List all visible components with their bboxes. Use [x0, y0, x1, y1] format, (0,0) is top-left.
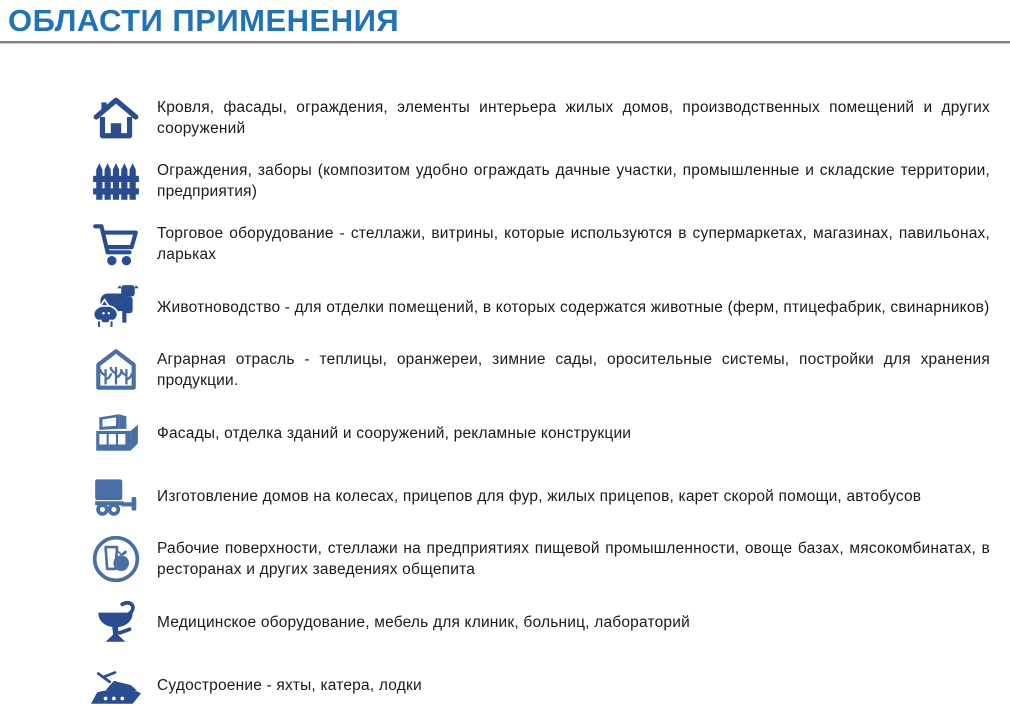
medicine-icon: [88, 597, 144, 647]
list-item: [88, 471, 990, 521]
trailer-icon: [88, 471, 144, 521]
house-icon: [88, 93, 144, 143]
application-list: [0, 93, 1010, 710]
list-item-text: Судостроение - яхты, катера, лодки: [157, 676, 422, 694]
fence-icon: [88, 156, 144, 206]
list-item: [88, 597, 990, 647]
list-item: [88, 408, 990, 458]
list-item: [88, 534, 990, 584]
food-icon: [88, 534, 144, 584]
list-item-text: Изготовление домов на колесах, прицепов для фур, жилых прицепов, карет скорой помощи, автобусов: [157, 487, 922, 505]
title-divider: [0, 41, 1010, 44]
list-item: [88, 156, 990, 206]
building-icon: [88, 408, 144, 458]
list-item-text: Рабочие поверхности, стеллажи на предприятиях пищевой промышленности, овоще базах, мясокомбинатах, в ресторанах и других заведениях общепита: [157, 540, 990, 579]
list-item-text: Медицинское оборудование, мебель для клиник, больниц, лабораторий: [157, 613, 690, 631]
list-item: [88, 282, 990, 332]
list-item-text: Фасады, отделка зданий и сооружений, рекламные конструкции: [157, 424, 632, 442]
list-item: [88, 345, 990, 395]
list-item-text: Животноводство - для отделки помещений, в которых содержатся животные (ферм, птицефабрик, свинарников): [157, 298, 990, 316]
list-item-text: Торговое оборудование - стеллажи, витрины, которые используются в супермаркетах, магазинах, павильонах, ларьках: [157, 225, 990, 264]
livestock-icon: [88, 282, 144, 332]
list-item-text: Ограждения, заборы (композитом удобно ограждать дачные участки, промышленные и складские территории, предприятия): [157, 162, 990, 201]
list-item: [88, 93, 990, 143]
ship-icon: [88, 660, 144, 710]
page-header: [0, 0, 1010, 38]
page-title: ОБЛАСТИ ПРИМЕНЕНИЯ: [8, 3, 400, 38]
shopping-cart-icon: [88, 219, 144, 269]
greenhouse-icon: [88, 345, 144, 395]
list-item: [88, 660, 990, 710]
list-item-text: Аграрная отрасль - теплицы, оранжереи, зимние сады, оросительные системы, постройки для хранения продукции.: [157, 351, 990, 390]
list-item: [88, 219, 990, 269]
list-item-text: Кровля, фасады, ограждения, элементы интерьера жилых домов, производственных помещений и других сооружений: [157, 99, 990, 138]
